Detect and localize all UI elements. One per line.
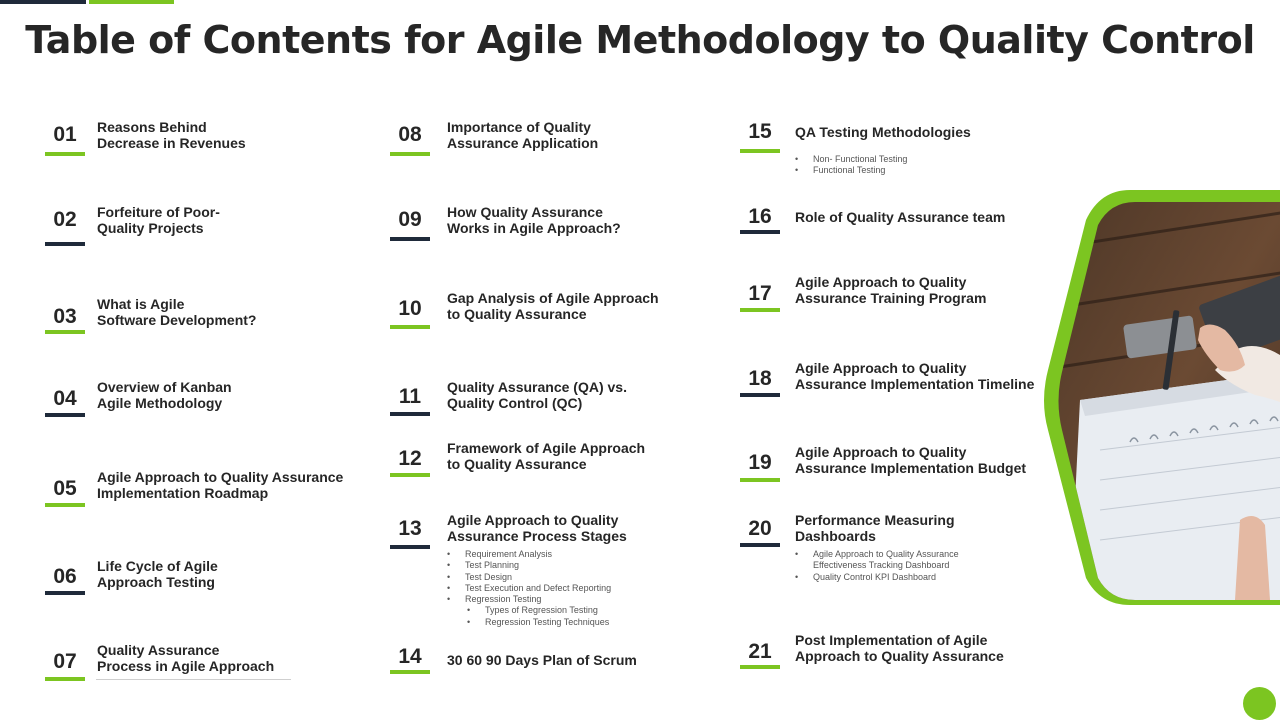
entry-05-bar — [45, 503, 85, 507]
entry-13-number: 13 — [398, 517, 422, 540]
list-item: • Test Design — [447, 572, 611, 583]
entry-09-title[interactable]: How Quality Assurance Works in Agile Approach? — [447, 204, 621, 236]
entry-18-title[interactable]: Agile Approach to Quality Assurance Implementation Timeline — [795, 360, 1035, 392]
entry-14-number: 14 — [398, 645, 422, 668]
entry-07-number: 07 — [53, 650, 77, 673]
entry-02-title[interactable]: Forfeiture of Poor- Quality Projects — [97, 204, 220, 236]
entry-11-bar — [390, 412, 430, 416]
list-item: • Test Planning — [447, 560, 611, 571]
entry-19-title[interactable]: Agile Approach to Quality Assurance Implementation Budget — [795, 444, 1027, 476]
entry-20-subitems — [795, 549, 959, 583]
entry-12-bar — [390, 473, 430, 477]
list-item: • Non- Functional Testing — [795, 154, 907, 165]
page-title: Table of Contents for Agile Methodology to Quality Control — [25, 18, 1255, 62]
entry-20-number: 20 — [748, 517, 772, 540]
entry-14-title[interactable]: 30 60 90 Days Plan of Scrum — [447, 652, 637, 668]
entry-06-title[interactable]: Life Cycle of Agile Approach Testing — [97, 558, 218, 590]
entry-21-title[interactable]: Post Implementation of Agile Approach to Quality Assurance — [795, 632, 1004, 664]
entry-17-title[interactable]: Agile Approach to Quality Assurance Training Program — [795, 274, 987, 306]
entry-02-number: 02 — [53, 208, 77, 231]
entry-15-title[interactable]: QA Testing Methodologies — [795, 124, 971, 140]
top-accent-dark — [0, 0, 86, 4]
entry-06-number: 06 — [53, 565, 77, 588]
entry-01-title[interactable]: Reasons Behind Decrease in Revenues — [97, 119, 246, 151]
entry-04-title[interactable]: Overview of Kanban Agile Methodology — [97, 379, 232, 411]
entry-13-title[interactable]: Agile Approach to Quality Assurance Process Stages — [447, 512, 627, 544]
list-item: • Quality Control KPI Dashboard — [795, 572, 959, 583]
entry-07-title[interactable]: Quality Assurance Process in Agile Approach — [97, 642, 275, 674]
entry-15-subitems — [795, 154, 907, 177]
entry-12-title[interactable]: Framework of Agile Approach to Quality Assurance — [447, 440, 646, 472]
entry-07-bar — [45, 677, 85, 681]
entry-04-number: 04 — [53, 387, 77, 410]
list-item: • Types of Regression Testing — [447, 605, 611, 616]
entry-14-bar — [390, 670, 430, 674]
entry-08-number: 08 — [398, 123, 422, 146]
list-item: • Functional Testing — [795, 165, 907, 176]
entry-04-bar — [45, 413, 85, 417]
list-item: • Requirement Analysis — [447, 549, 611, 560]
hexagon-photo — [1040, 180, 1280, 620]
list-item: • Test Execution and Defect Reporting — [447, 583, 611, 594]
entry-07-underline — [96, 679, 291, 680]
entry-08-title[interactable]: Importance of Quality Assurance Application — [447, 119, 599, 151]
entry-20-title[interactable]: Performance Measuring Dashboards — [795, 512, 955, 544]
entry-01-bar — [45, 152, 85, 156]
entry-17-bar — [740, 308, 780, 312]
entry-13-subitems — [447, 549, 611, 628]
entry-16-bar — [740, 230, 780, 234]
entry-03-title[interactable]: What is Agile Software Development? — [97, 296, 257, 328]
entry-16-title[interactable]: Role of Quality Assurance team — [795, 209, 1006, 225]
entry-10-number: 10 — [398, 297, 422, 320]
list-item: • Agile Approach to Quality Assurance Effectiveness Tracking Dashboard — [795, 549, 959, 572]
entry-10-bar — [390, 325, 430, 329]
entry-15-bar — [740, 149, 780, 153]
corner-dot — [1243, 687, 1276, 720]
entry-11-number: 11 — [398, 385, 422, 408]
entry-18-number: 18 — [748, 367, 772, 390]
entry-20-bar — [740, 543, 780, 547]
list-item: • Regression Testing Techniques — [447, 617, 611, 628]
entry-03-bar — [45, 330, 85, 334]
top-accent-green — [89, 0, 174, 4]
entry-08-bar — [390, 152, 430, 156]
entry-06-bar — [45, 591, 85, 595]
entry-21-bar — [740, 665, 780, 669]
entry-05-title[interactable]: Agile Approach to Quality Assurance Implementation Roadmap — [97, 469, 344, 501]
list-item: • Regression Testing — [447, 594, 611, 605]
entry-09-number: 09 — [398, 208, 422, 231]
entry-19-number: 19 — [748, 451, 772, 474]
entry-12-number: 12 — [398, 447, 422, 470]
entry-11-title[interactable]: Quality Assurance (QA) vs. Quality Control (QC) — [447, 379, 627, 411]
entry-05-number: 05 — [53, 477, 77, 500]
entry-16-number: 16 — [748, 205, 772, 228]
entry-02-bar — [45, 242, 85, 246]
entry-17-number: 17 — [748, 282, 772, 305]
entry-13-bar — [390, 545, 430, 549]
entry-15-number: 15 — [748, 120, 772, 143]
entry-10-title[interactable]: Gap Analysis of Agile Approach to Quality Assurance — [447, 290, 659, 322]
entry-18-bar — [740, 393, 780, 397]
entry-01-number: 01 — [53, 123, 77, 146]
entry-09-bar — [390, 237, 430, 241]
entry-19-bar — [740, 478, 780, 482]
entry-21-number: 21 — [748, 640, 772, 663]
entry-03-number: 03 — [53, 305, 77, 328]
